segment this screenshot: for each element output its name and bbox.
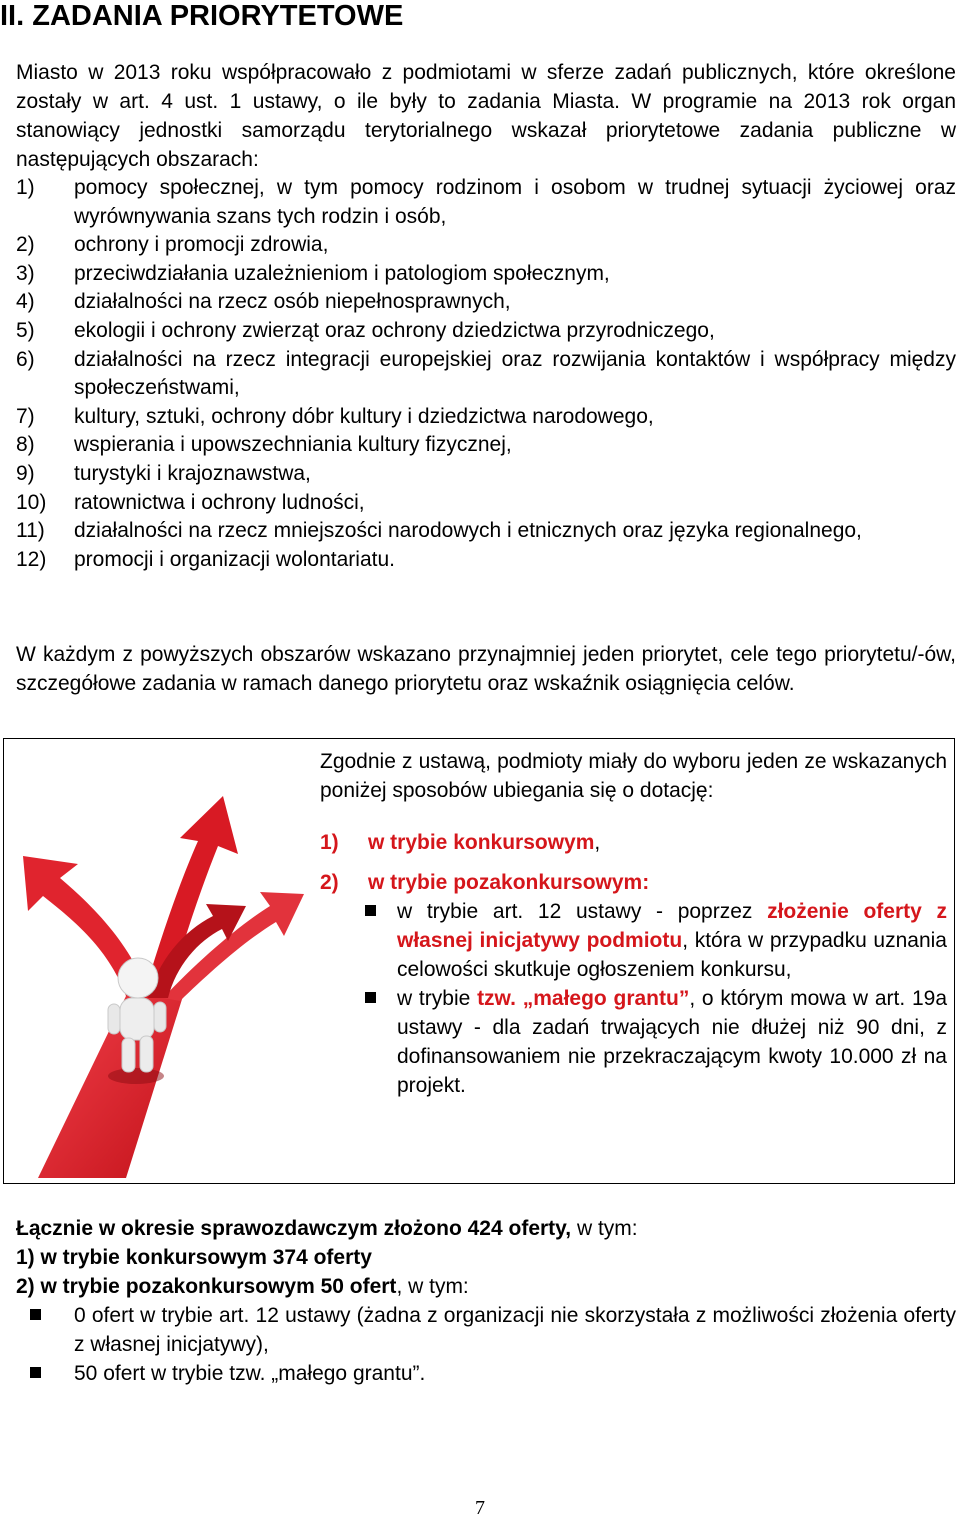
summary-section [16, 1214, 956, 1388]
summary-competitive: 1) w trybie konkursowym 374 oferty [16, 1246, 372, 1269]
list-item: 50 ofert w trybie tzw. „małego grantu”. [16, 1359, 956, 1388]
list-item: 9) turystyki i krajoznawstwa, [16, 461, 311, 485]
intro-paragraph: Miasto w 2013 roku współpracowało z podmiotami w sferze zadań publicznych, które określone zostały w art. 4 ust. 1 ustawy, o ile były to zadania Miasta. W programie na 2013 rok organ stanowiący jednostki samorządu terytorialnego wskazał priorytetowe zadania publiczne w następujących obszarach: [16, 61, 956, 171]
list-item: 7) kultury, sztuki, ochrony dóbr kultury i dziedzictwa narodowego, [16, 404, 654, 428]
square-bullet-icon [30, 1309, 41, 1320]
list-item: 10) ratownictwa i ochrony ludności, [16, 490, 365, 514]
red-arrows-figure-illustration [8, 746, 304, 1178]
list-item: 12) promocji i organizacji wolontariatu. [16, 547, 395, 571]
list-item: 5) ekologii i ochrony zwierząt oraz ochrony dziedzictwa przyrodniczego, [16, 318, 715, 342]
list-item: 3) przeciwdziałania uzależnieniom i patologiom społecznym, [16, 261, 610, 285]
list-item: 4) działalności na rzecz osób niepełnosprawnych, [16, 290, 511, 314]
priority-paragraph: W każdym z powyższych obszarów wskazano przynajmniej jeden priorytet, cele tego priorytetu/-ów, szczegółowe zadania w ramach danego priorytetu oraz wskaźnik osiągnięcia celów. [16, 643, 956, 695]
list-item: 0 ofert w trybie art. 12 ustawy (żadna z organizacji nie skorzystała z możliwości złożenia oferty z własnej inicjatywy), [16, 1301, 956, 1359]
square-bullet-icon [30, 1367, 41, 1378]
summary-total: Łącznie w okresie sprawozdawczym złożono 424 oferty, w tym: [16, 1217, 638, 1240]
list-item: 1) pomocy społecznej, w tym pomocy rodzinom i osobom w trudnej sytuacji życiowej oraz wyrównywania szans tych rodzin i osób, [16, 176, 956, 228]
list-item: 8) wspierania i upowszechniania kultury fizycznej, [16, 433, 512, 457]
list-item: 2) ochrony i promocji zdrowia, [16, 233, 329, 257]
page-number: 7 [475, 1497, 485, 1519]
list-item: w trybie art. 12 ustawy - poprzez złożenie oferty z własnej inicjatywy podmiotu, która w przypadku uznania celowości skutkuje ogłoszeniem konkursu, [320, 897, 947, 984]
box-text [320, 747, 947, 1100]
priority-areas-list [16, 174, 956, 574]
list-item: 6) działalności na rzecz integracji europejskiej oraz rozwijania kontaktów i współpracy między społeczeństwami, [16, 347, 956, 400]
mode-noncompetitive: 2) w trybie pozakonkursowym: [320, 871, 650, 894]
list-item: w trybie tzw. „małego grantu”, o którym mowa w art. 19a ustawy - dla zadań trwających nie dłużej niż 90 dni, z dofinansowaniem nie przekraczającym kwoty 10.000 zł na projekt. [320, 984, 947, 1100]
mode-competitive: 1) w trybie konkursowym, [320, 831, 601, 854]
list-item: 11) działalności na rzecz mniejszości narodowych i etnicznych oraz języka regionalnego, [16, 519, 862, 543]
grant-modes-box [3, 738, 955, 1184]
square-bullet-icon [365, 992, 376, 1003]
box-intro: Zgodnie z ustawą, podmioty miały do wyboru jeden ze wskazanych poniżej sposobów ubiegania się o dotację: [320, 750, 947, 802]
square-bullet-icon [365, 905, 376, 916]
summary-noncompetitive: 2) w trybie pozakonkursowym 50 ofert, w tym: [16, 1275, 469, 1298]
section-heading: II. ZADANIA PRIORYTETOWE [0, 0, 404, 32]
